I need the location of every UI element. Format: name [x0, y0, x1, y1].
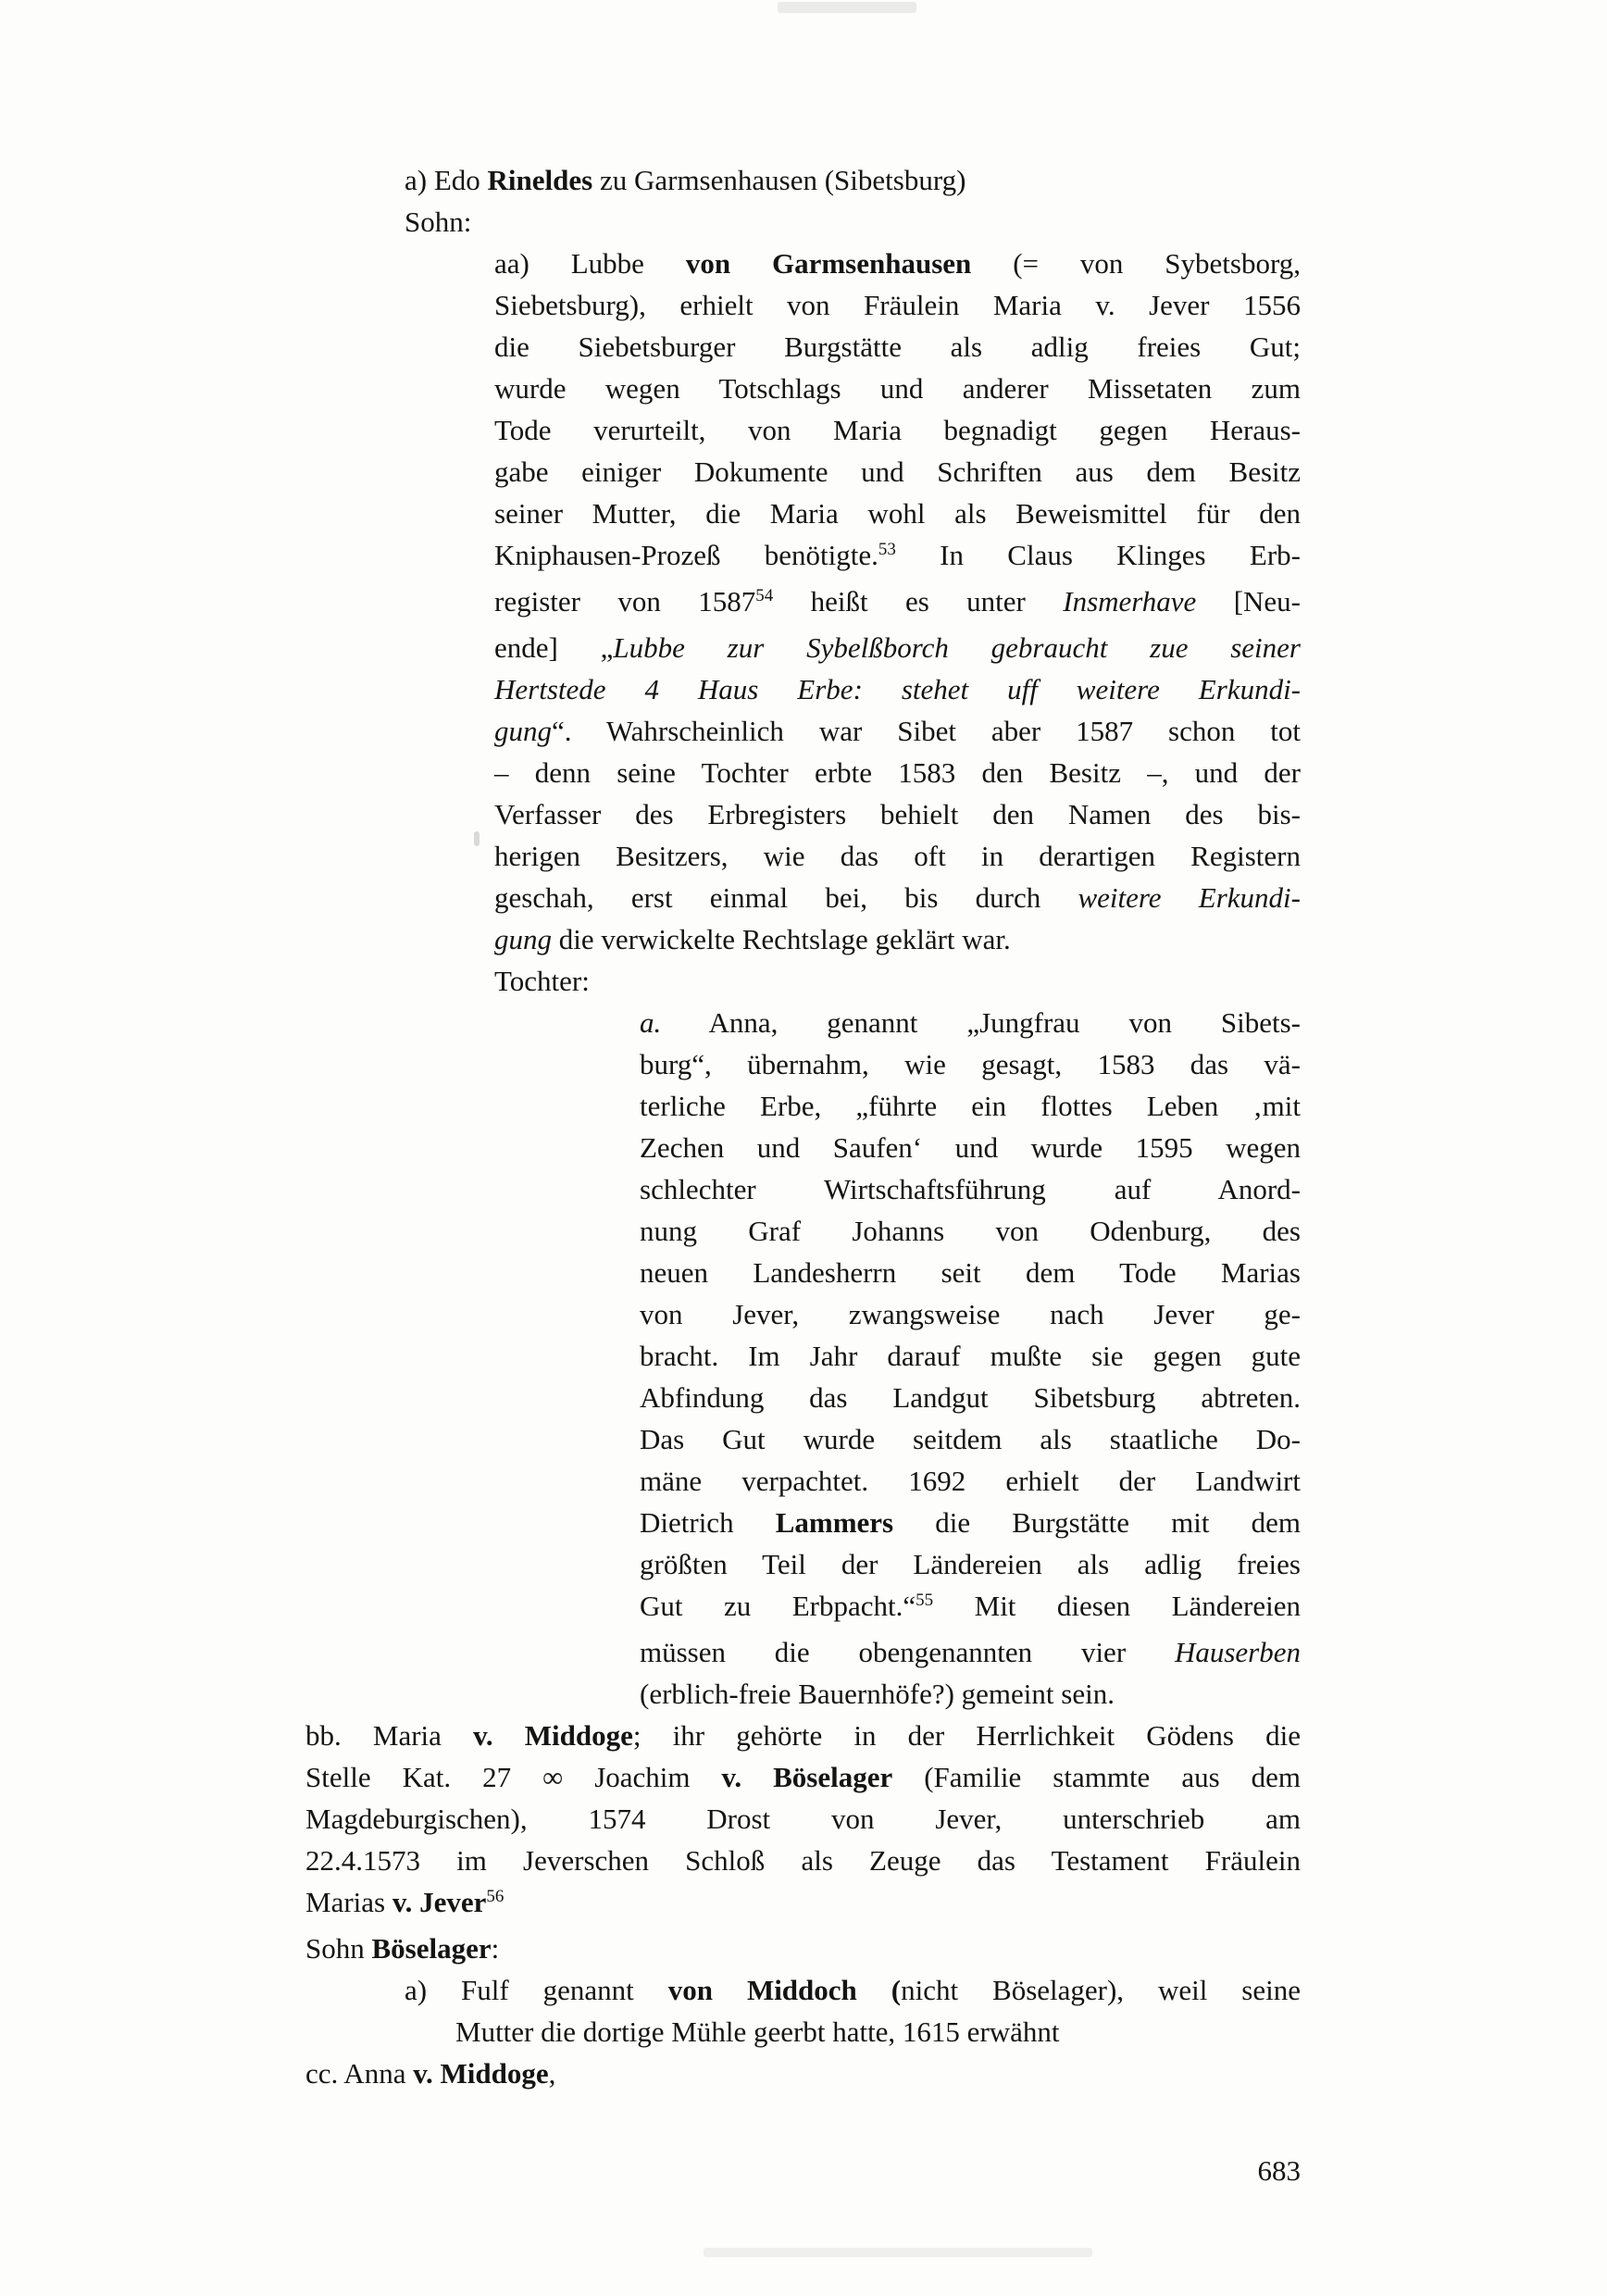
text-line — [640, 1631, 1301, 1673]
text-run: Böselager — [371, 1932, 492, 1965]
text-run: Rineldes — [487, 164, 593, 196]
text-run: In Claus Klinges Erb- — [895, 539, 1301, 571]
text-run: gung — [494, 923, 552, 955]
text-line — [640, 1335, 1301, 1377]
text-line — [640, 1585, 1301, 1631]
entry-a-anna — [640, 1002, 1301, 1715]
text-run: Insmerhave — [1063, 585, 1197, 618]
text-run: wurde wegen Totschlags und anderer Missetaten zum — [494, 372, 1301, 405]
text-run: Tochter: — [494, 965, 590, 997]
footnote-ref: 54 — [755, 586, 774, 605]
text-run: die Siebetsburger Burgstätte als adlig freies Gut; — [494, 331, 1301, 363]
text-run: – denn seine Tochter erbte 1583 den Besitz –, und der — [494, 756, 1301, 789]
entry-a-edo — [405, 159, 1301, 243]
text-run: Zechen und Saufen‘ und wurde 1595 wegen — [640, 1131, 1301, 1164]
text-run: von Garmsenhausen — [685, 247, 972, 280]
text-run: Mit diesen Ländereien — [933, 1590, 1301, 1622]
text-run: : — [491, 1932, 500, 1965]
text-line — [494, 534, 1301, 580]
text-line — [494, 793, 1301, 835]
text-run: register von 1587 — [494, 585, 756, 618]
text-run: neuen Landesherrn seit dem Tode Marias — [640, 1256, 1301, 1289]
text-line — [305, 1840, 1301, 1881]
text-run: Abfindung das Landgut Sibetsburg abtreten. — [640, 1381, 1301, 1414]
text-run: Das Gut wurde seitdem als staatliche Do- — [640, 1423, 1301, 1455]
text-run: gung — [494, 715, 552, 747]
text-line — [494, 493, 1301, 534]
text-line — [405, 201, 1301, 243]
text-line — [494, 284, 1301, 326]
text-line — [640, 1460, 1301, 1502]
text-run: bracht. Im Jahr darauf mußte sie gegen gute — [640, 1340, 1301, 1372]
text-run: Anna, genannt „Jungfrau von Sibets- — [661, 1006, 1301, 1039]
page-number: 683 — [1257, 2154, 1301, 2187]
text-run: größten Teil der Ländereien als adlig freies — [640, 1548, 1301, 1580]
text-run: aa) Lubbe — [494, 247, 686, 280]
text-run: Sohn — [305, 1932, 372, 1965]
text-line — [494, 835, 1301, 877]
text-run: Siebetsburg), erhielt von Fräulein Maria v. Jever 1556 — [494, 289, 1301, 321]
text-run: Kniphausen-Prozeß benötigte. — [494, 539, 878, 571]
label-tochter — [494, 960, 1301, 1002]
text-run: (= von Sybetsborg, — [971, 247, 1301, 280]
text-run: Hertstede 4 Haus Erbe: stehet uff weitere Erkundi- — [494, 673, 1301, 705]
text-line — [494, 368, 1301, 409]
text-line — [305, 2053, 1301, 2094]
text-run: Sohn: — [405, 206, 472, 238]
text-run: Lammers — [775, 1506, 894, 1539]
text-run: Hauserben — [1174, 1636, 1301, 1668]
text-line — [640, 1502, 1301, 1543]
text-run: die Burgstätte mit dem — [893, 1506, 1301, 1539]
text-run: von Middoch ( — [667, 1974, 902, 2006]
text-line — [640, 1293, 1301, 1335]
text-line — [494, 627, 1301, 668]
text-line — [305, 1798, 1301, 1840]
text-run: v. Middoge — [413, 2057, 549, 2090]
text-line — [305, 1715, 1301, 1756]
text-run: (Familie stammte aus dem — [892, 1761, 1302, 1793]
entry-bb-maria — [305, 1715, 1301, 1928]
text-run: weitere Erkundi- — [1078, 881, 1301, 914]
text-line — [494, 877, 1301, 918]
text-run: (erblich-freie Bauernhöfe?) gemeint sein. — [640, 1678, 1115, 1710]
text-run: [Neu- — [1196, 585, 1301, 618]
text-run: von Jever, zwangsweise nach Jever ge- — [640, 1298, 1301, 1330]
text-line — [494, 918, 1301, 960]
text-run: Dietrich — [640, 1506, 776, 1539]
text-line — [494, 409, 1301, 451]
text-run: 22.4.1573 im Jeverschen Schloß als Zeuge das Testament Fräulein — [305, 1844, 1301, 1877]
text-line — [640, 1127, 1301, 1168]
footnote-ref: 53 — [878, 540, 896, 559]
text-line — [494, 326, 1301, 368]
text-run: seiner Mutter, die Maria wohl als Beweismittel für den — [494, 497, 1301, 530]
text-run: Magdeburgischen), 1574 Drost von Jever, unterschrieb am — [305, 1803, 1301, 1835]
text-run: burg“, übernahm, wie gesagt, 1583 das vä- — [640, 1048, 1301, 1080]
text-line — [305, 1881, 1301, 1928]
text-run: geschah, erst einmal bei, bis durch — [494, 881, 1078, 914]
text-run: Mutter die dortige Mühle geerbt hatte, 1615 erwähnt — [455, 2015, 1060, 2048]
text-run: cc. Anna — [305, 2057, 414, 2090]
text-run: a) Edo — [405, 164, 488, 196]
text-line — [305, 1756, 1301, 1798]
text-line — [640, 1377, 1301, 1418]
text-run: Stelle Kat. 27 ∞ Joachim — [305, 1761, 722, 1793]
text-run: die verwickelte Rechtslage geklärt war. — [552, 923, 1011, 955]
text-run: nung Graf Johanns von Odenburg, des — [640, 1215, 1301, 1247]
text-run: schlechter Wirtschaftsführung auf Anord- — [640, 1173, 1301, 1205]
text-line — [640, 1673, 1301, 1715]
text-run: a) Fulf genannt — [405, 1974, 668, 2006]
text-run: terliche Erbe, „führte ein flottes Leben ‚mit — [640, 1090, 1301, 1122]
text-line — [494, 752, 1301, 793]
text-run: mäne verpachtet. 1692 erhielt der Landwirt — [640, 1465, 1301, 1497]
scan-artifact-top — [778, 2, 916, 13]
text-line — [640, 1085, 1301, 1127]
text-run: v. Böselager — [721, 1761, 893, 1793]
text-run: Gut zu Erbpacht.“ — [640, 1590, 916, 1622]
text-run: v. Middoge — [473, 1719, 633, 1752]
text-run: zu Garmsenhausen (Sibetsburg) — [592, 164, 966, 196]
text-run: Lubbe zur Sybelßborch gebraucht zue seiner — [613, 631, 1301, 664]
entry-aa-lubbe — [494, 243, 1301, 960]
text-line — [640, 1002, 1301, 1043]
text-run: a. — [640, 1006, 662, 1039]
text-line — [640, 1418, 1301, 1460]
text-line — [494, 580, 1301, 627]
text-line — [494, 710, 1301, 752]
text-line — [640, 1543, 1301, 1585]
text-run: nicht Böselager), weil seine — [901, 1974, 1302, 2006]
text-line — [305, 1928, 1301, 1969]
text-column — [0, 159, 1607, 2094]
text-run: gabe einiger Dokumente und Schriften aus dem Besitz — [494, 455, 1301, 488]
text-run: müssen die obengenannten vier — [640, 1636, 1175, 1668]
text-line — [494, 668, 1301, 710]
text-line — [494, 243, 1301, 284]
text-line — [494, 451, 1301, 493]
text-run: Tode verurteilt, von Maria begnadigt gegen Heraus- — [494, 414, 1301, 446]
text-run: Verfasser des Erbregisters behielt den Namen des bis- — [494, 798, 1301, 830]
text-run: Marias — [305, 1886, 392, 1918]
text-line — [455, 2011, 1301, 2053]
text-run: herigen Besitzers, wie das oft in derartigen Registern — [494, 840, 1301, 872]
text-line — [640, 1043, 1301, 1085]
text-run: ende] „ — [494, 631, 614, 664]
footnote-ref: 56 — [486, 1887, 505, 1906]
label-sohn-boeselager — [305, 1928, 1301, 1969]
text-run: v. Jever — [392, 1886, 487, 1918]
scan-artifact-bottom — [704, 2248, 1092, 2257]
text-line — [405, 159, 1301, 201]
text-line — [640, 1210, 1301, 1252]
text-line — [494, 960, 1301, 1002]
text-run: , — [548, 2057, 556, 2090]
text-run: heißt es unter — [773, 585, 1064, 618]
text-run: ; ihr gehörte in der Herrlichkeit Gödens die — [632, 1719, 1301, 1752]
text-run: “. Wahrscheinlich war Sibet aber 1587 schon tot — [552, 715, 1301, 747]
text-line — [405, 1969, 1302, 2011]
entry-cc-anna — [305, 2053, 1301, 2094]
entry-a-fulf — [405, 1969, 1302, 2053]
footnote-ref: 55 — [916, 1591, 934, 1610]
text-line — [640, 1168, 1301, 1210]
text-line — [640, 1252, 1301, 1293]
text-run: bb. Maria — [305, 1719, 474, 1752]
